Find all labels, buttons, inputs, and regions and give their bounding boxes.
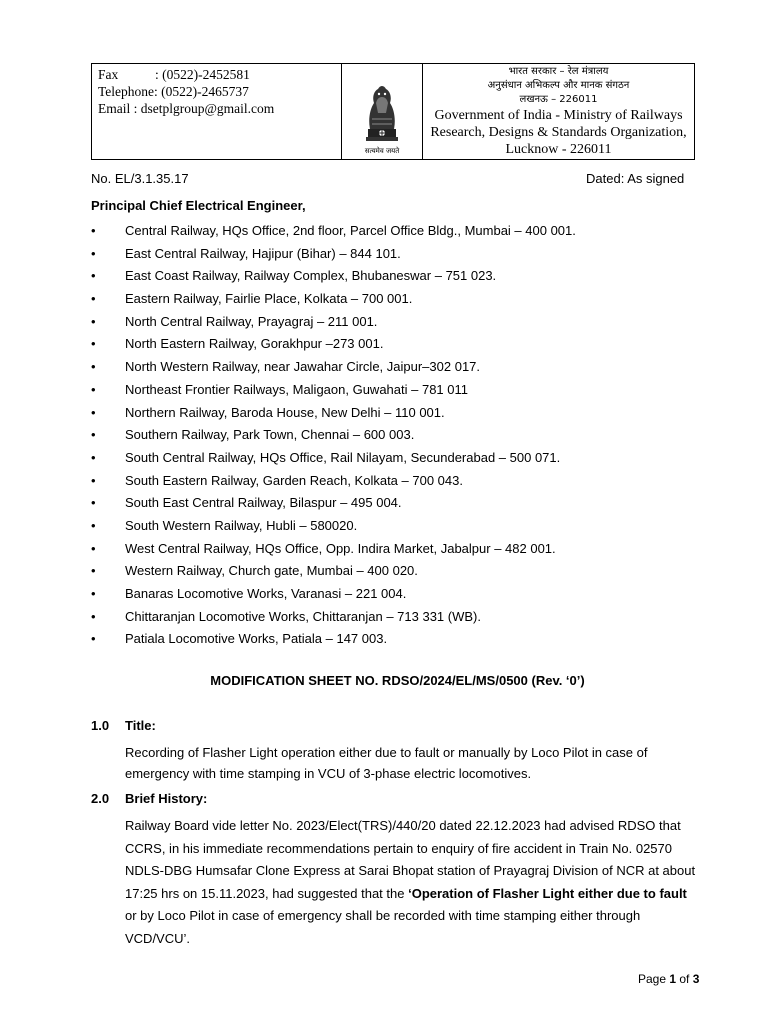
national-emblem-icon bbox=[362, 79, 402, 145]
address-list bbox=[91, 220, 576, 651]
page-number bbox=[638, 972, 699, 986]
list-item: • Patiala Locomotive Works, Patiala – 147 003. bbox=[91, 628, 576, 651]
modification-sheet-title: MODIFICATION SHEET NO. RDSO/2024/EL/MS/0500 (Rev. ‘0’) bbox=[210, 673, 585, 688]
list-item: • East Central Railway, Hajipur (Bihar) – 844 101. bbox=[91, 243, 576, 266]
org-line-1: Government of India - Ministry of Railways bbox=[434, 108, 683, 123]
fax-line bbox=[98, 66, 335, 83]
section-2-number: 2.0 bbox=[91, 791, 110, 806]
list-item: • Western Railway, Church gate, Mumbai – 400 020. bbox=[91, 560, 576, 583]
list-item: • Northeast Frontier Railways, Maligaon, Guwahati – 781 011 bbox=[91, 379, 576, 402]
organization-block bbox=[423, 64, 694, 159]
section-2-line-4-start: 17:25 hrs on 15.11.2023, had suggested that the bbox=[125, 885, 409, 901]
list-item: • North Western Railway, near Jawahar Circle, Jaipur–302 017. bbox=[91, 356, 576, 379]
section-2-line-3: NDLS-DBG Humsafar Clone Express at Sarai Bhopat station of Prayagraj Division of NCR at about bbox=[125, 863, 696, 878]
list-item: • South Eastern Railway, Garden Reach, Kolkata – 700 043. bbox=[91, 470, 576, 493]
fax-value: : (0522)-2452581 bbox=[155, 67, 250, 82]
emblem-motto: सत्यमेव जयते bbox=[364, 147, 400, 155]
list-item: • Southern Railway, Park Town, Chennai – 600 003. bbox=[91, 424, 576, 447]
section-2-line-1: Railway Board vide letter No. 2023/Elect(TRS)/440/20 dated 22.12.2023 had advised RDSO that bbox=[125, 818, 681, 833]
section-2-body bbox=[125, 815, 702, 950]
contact-block bbox=[92, 64, 342, 159]
page-prefix: Page bbox=[638, 972, 670, 986]
section-2-line-4-emphasis: ‘Operation of Flasher Light either due to fault bbox=[408, 885, 687, 901]
section-2-line-4 bbox=[125, 883, 702, 906]
letterhead bbox=[91, 63, 695, 160]
list-item: • South Western Railway, Hubli – 580020. bbox=[91, 515, 576, 538]
list-item: • South Central Railway, HQs Office, Rail Nilayam, Secunderabad – 500 071. bbox=[91, 447, 576, 470]
list-item: • Chittaranjan Locomotive Works, Chittaranjan – 713 331 (WB). bbox=[91, 606, 576, 629]
org-line-3: Lucknow - 226011 bbox=[505, 142, 612, 157]
section-2-line-5: or by Loco Pilot in case of emergency shall be recorded with time stamping either through bbox=[125, 908, 641, 923]
hindi-line-2: अनुसंधान अभिकल्प और मानक संगठन bbox=[487, 80, 630, 91]
list-item: • Central Railway, HQs Office, 2nd floor, Parcel Office Bldg., Mumbai – 400 001. bbox=[91, 220, 576, 243]
section-2-line-2: CCRS, in his immediate recommendations pertain to enquiry of fire accident in Train No. 02570 bbox=[125, 840, 672, 856]
telephone-line: Telephone: (0522)-2465737 bbox=[98, 84, 249, 99]
list-item: • Banaras Locomotive Works, Varanasi – 221 004. bbox=[91, 583, 576, 606]
list-item: • North Eastern Railway, Gorakhpur –273 001. bbox=[91, 333, 576, 356]
emblem-block bbox=[342, 64, 423, 159]
hindi-line-3: लखनऊ – 226011 bbox=[519, 94, 598, 105]
section-1-line-2: emergency with time stamping in VCU of 3-phase electric locomotives. bbox=[125, 766, 532, 781]
section-2-line-6: VCD/VCU’. bbox=[125, 930, 191, 946]
section-2-title: Brief History: bbox=[125, 791, 208, 806]
reference-number: No. EL/3.1.35.17 bbox=[91, 171, 189, 186]
hindi-line-1: भारत सरकार – रेल मंत्रालय bbox=[508, 66, 609, 77]
list-item: • Eastern Railway, Fairlie Place, Kolkata – 700 001. bbox=[91, 288, 576, 311]
section-1-body bbox=[125, 742, 702, 784]
addressee-heading: Principal Chief Electrical Engineer, bbox=[91, 198, 306, 213]
list-item: • South East Central Railway, Bilaspur – 495 004. bbox=[91, 492, 576, 515]
page-current: 1 bbox=[669, 972, 677, 986]
list-item: • West Central Railway, HQs Office, Opp. Indira Market, Jabalpur – 482 001. bbox=[91, 538, 576, 561]
section-1-line-1: Recording of Flasher Light operation either due to fault or manually by Loco Pilot in case of bbox=[125, 745, 648, 760]
email-line: Email : dsetplgroup@gmail.com bbox=[98, 101, 275, 116]
fax-label: Fax bbox=[98, 67, 119, 82]
dated-text: Dated: As signed bbox=[586, 171, 685, 186]
page-of: of bbox=[676, 972, 693, 986]
section-1-number: 1.0 bbox=[91, 718, 110, 733]
page-total: 3 bbox=[692, 972, 700, 986]
org-line-2: Research, Designs & Standards Organization, bbox=[430, 125, 687, 140]
list-item: • East Coast Railway, Railway Complex, Bhubaneswar – 751 023. bbox=[91, 265, 576, 288]
list-item: • Northern Railway, Baroda House, New Delhi – 110 001. bbox=[91, 402, 576, 425]
list-item: • North Central Railway, Prayagraj – 211 001. bbox=[91, 311, 576, 334]
section-1-title: Title: bbox=[125, 718, 156, 733]
